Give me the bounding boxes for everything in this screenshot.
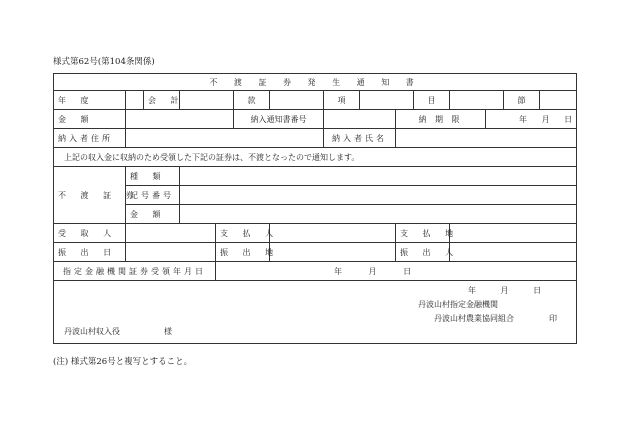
- received-row: [54, 262, 577, 281]
- payer-name-label: 納入者氏名: [324, 129, 396, 148]
- notice-message: 上記の収入金に収納のため受領した下記の証券は、不渡となったので通知します。: [54, 148, 577, 167]
- drawer-person-value[interactable]: [450, 243, 577, 262]
- kou-label: 項: [324, 91, 360, 110]
- received-date-label: 指定金融機関証券受領年月日: [54, 262, 216, 281]
- kou-value[interactable]: [360, 91, 414, 110]
- due-date[interactable]: 年 月 日: [486, 110, 577, 129]
- amount-value[interactable]: [126, 110, 234, 129]
- recipient-name: 丹波山村収入役: [64, 327, 120, 336]
- dishonored-label: 不 渡 証 券: [54, 167, 126, 224]
- dishonored-symbol-row: [54, 186, 577, 205]
- account-value[interactable]: [180, 91, 234, 110]
- dishonored-amount-value[interactable]: [180, 205, 577, 224]
- notice-no-label: 納入通知書番号: [234, 110, 324, 129]
- payer-value[interactable]: [270, 224, 396, 243]
- dishonored-kind-row: [54, 167, 577, 186]
- form-title: 不 渡 証 券 発 生 通 知 書: [54, 74, 577, 91]
- account-label: 会 計: [144, 91, 180, 110]
- setsu-value[interactable]: [540, 91, 577, 110]
- kind-label: 種 類: [126, 167, 180, 186]
- notice-no-value[interactable]: [324, 110, 396, 129]
- payer-label: 支 払 人: [216, 224, 270, 243]
- drawer-date-value[interactable]: [126, 243, 216, 262]
- received-date-value[interactable]: 年 月 日: [216, 262, 577, 281]
- pay-place-value[interactable]: [450, 224, 577, 243]
- amount-label: 金 額: [54, 110, 126, 129]
- bank-name: 丹波山村指定金融機関: [418, 300, 498, 309]
- drawer-date-label: 振 出 日: [54, 243, 126, 262]
- moku-value[interactable]: [450, 91, 504, 110]
- dishonored-amount-row: [54, 205, 577, 224]
- pay-place-label: 支 払 地: [396, 224, 450, 243]
- signature-block: [54, 281, 577, 344]
- seal-mark: 印: [549, 314, 557, 323]
- footnote: (注) 様式第26号と複写とすること。: [53, 357, 193, 367]
- receiver-label: 受 取 人: [54, 224, 126, 243]
- kan-label: 款: [234, 91, 270, 110]
- drawer-row: [54, 243, 577, 262]
- kind-value[interactable]: [180, 167, 577, 186]
- symbol-no-label: 記号番号: [126, 186, 180, 205]
- due-label: 納 期 限: [396, 110, 486, 129]
- form-number-label: 様式第62号(第104条関係): [53, 57, 155, 67]
- draw-place-label: 振 出 地: [216, 243, 270, 262]
- payer-row: [54, 129, 577, 148]
- receiver-value[interactable]: [126, 224, 216, 243]
- amount-row: [54, 110, 577, 129]
- signature-date[interactable]: 年 月 日: [468, 286, 542, 295]
- year-value[interactable]: [126, 91, 144, 110]
- moku-label: 目: [414, 91, 450, 110]
- payer-address-value[interactable]: [126, 129, 324, 148]
- coop-name: 丹波山村農業協同組合: [434, 314, 514, 323]
- payee-row: [54, 224, 577, 243]
- draw-place-value[interactable]: [270, 243, 396, 262]
- payer-address-label: 納入者住所: [54, 129, 126, 148]
- kan-value[interactable]: [270, 91, 324, 110]
- notice-form-table: [53, 73, 577, 344]
- year-label: 年 度: [54, 91, 126, 110]
- budget-row: [54, 91, 577, 110]
- setsu-label: 節: [504, 91, 540, 110]
- dishonored-amount-label: 金 額: [126, 205, 180, 224]
- honorific: 様: [164, 327, 172, 336]
- drawer-person-label: 振 出 人: [396, 243, 450, 262]
- payer-name-value[interactable]: [396, 129, 577, 148]
- symbol-no-value[interactable]: [180, 186, 577, 205]
